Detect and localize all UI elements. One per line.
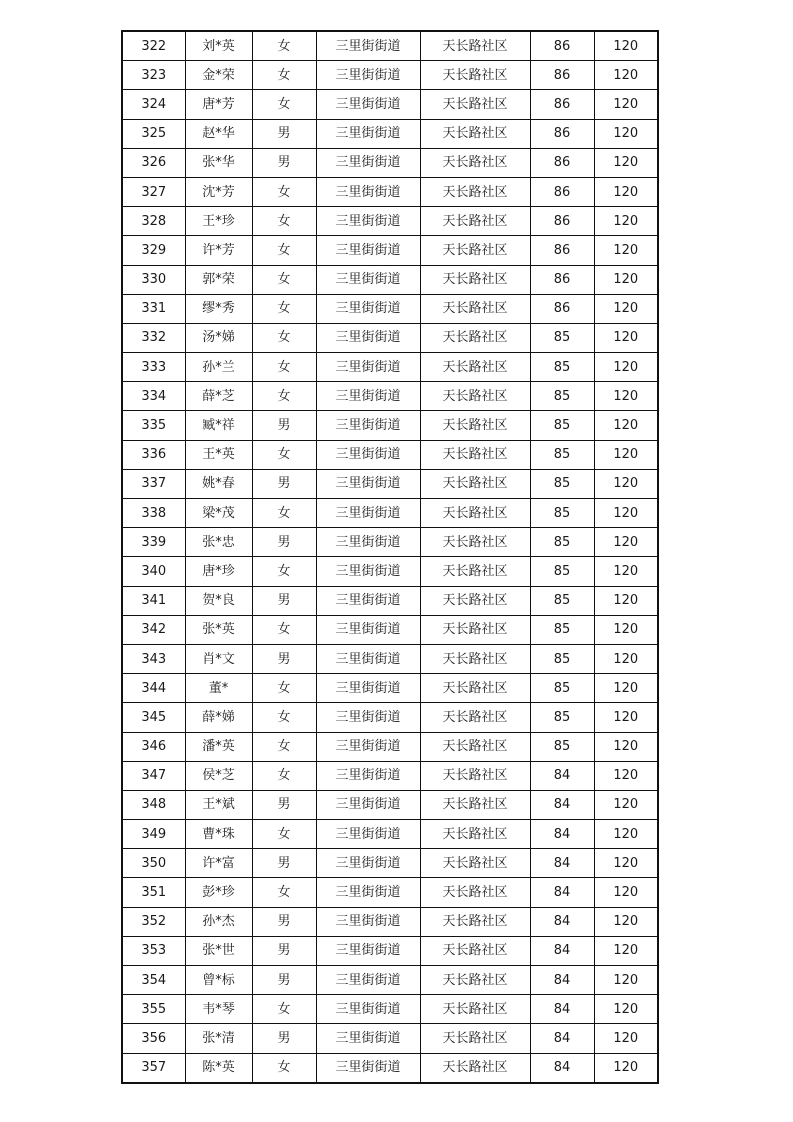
street-cell: 三里街街道 (316, 907, 420, 936)
community-cell: 天长路社区 (420, 703, 530, 732)
score-cell: 85 (530, 586, 594, 615)
table-row (122, 936, 658, 965)
name-cell: 许*富 (185, 849, 252, 878)
name-cell: 许*芳 (185, 236, 252, 265)
community-cell: 天长路社区 (420, 265, 530, 294)
amount-cell: 120 (594, 440, 658, 469)
community-cell: 天长路社区 (420, 31, 530, 61)
amount-cell: 120 (594, 528, 658, 557)
street-cell: 三里街街道 (316, 440, 420, 469)
gender-cell: 女 (252, 323, 316, 352)
score-cell: 85 (530, 499, 594, 528)
amount-cell: 120 (594, 177, 658, 206)
name-cell: 汤*娣 (185, 323, 252, 352)
row-number-cell: 329 (122, 236, 185, 265)
name-cell: 贺*良 (185, 586, 252, 615)
row-number-cell: 354 (122, 966, 185, 995)
gender-cell: 女 (252, 1053, 316, 1083)
street-cell: 三里街街道 (316, 761, 420, 790)
score-cell: 85 (530, 615, 594, 644)
gender-cell: 女 (252, 557, 316, 586)
table-row (122, 849, 658, 878)
community-cell: 天长路社区 (420, 878, 530, 907)
score-cell: 84 (530, 907, 594, 936)
street-cell: 三里街街道 (316, 1053, 420, 1083)
community-cell: 天长路社区 (420, 907, 530, 936)
amount-cell: 120 (594, 148, 658, 177)
score-cell: 86 (530, 148, 594, 177)
community-cell: 天长路社区 (420, 61, 530, 90)
row-number-cell: 330 (122, 265, 185, 294)
name-cell: 赵*华 (185, 119, 252, 148)
table-row (122, 236, 658, 265)
amount-cell: 120 (594, 61, 658, 90)
score-cell: 86 (530, 119, 594, 148)
amount-cell: 120 (594, 294, 658, 323)
name-cell: 王*英 (185, 440, 252, 469)
street-cell: 三里街街道 (316, 586, 420, 615)
table-row (122, 966, 658, 995)
name-cell: 孙*兰 (185, 353, 252, 382)
gender-cell: 男 (252, 790, 316, 819)
community-cell: 天长路社区 (420, 790, 530, 819)
gender-cell: 女 (252, 31, 316, 61)
gender-cell: 女 (252, 732, 316, 761)
street-cell: 三里街街道 (316, 236, 420, 265)
score-cell: 86 (530, 177, 594, 206)
row-number-cell: 336 (122, 440, 185, 469)
name-cell: 曾*标 (185, 966, 252, 995)
name-cell: 金*荣 (185, 61, 252, 90)
amount-cell: 120 (594, 207, 658, 236)
community-cell: 天长路社区 (420, 177, 530, 206)
row-number-cell: 356 (122, 1024, 185, 1053)
row-number-cell: 349 (122, 820, 185, 849)
community-cell: 天长路社区 (420, 966, 530, 995)
street-cell: 三里街街道 (316, 732, 420, 761)
row-number-cell: 352 (122, 907, 185, 936)
gender-cell: 女 (252, 761, 316, 790)
score-cell: 85 (530, 323, 594, 352)
row-number-cell: 347 (122, 761, 185, 790)
row-number-cell: 323 (122, 61, 185, 90)
amount-cell: 120 (594, 790, 658, 819)
gender-cell: 男 (252, 119, 316, 148)
community-cell: 天长路社区 (420, 207, 530, 236)
community-cell: 天长路社区 (420, 440, 530, 469)
name-cell: 张*世 (185, 936, 252, 965)
score-cell: 84 (530, 936, 594, 965)
community-cell: 天长路社区 (420, 499, 530, 528)
name-cell: 彭*珍 (185, 878, 252, 907)
community-cell: 天长路社区 (420, 411, 530, 440)
row-number-cell: 341 (122, 586, 185, 615)
street-cell: 三里街街道 (316, 353, 420, 382)
row-number-cell: 333 (122, 353, 185, 382)
street-cell: 三里街街道 (316, 382, 420, 411)
gender-cell: 女 (252, 703, 316, 732)
amount-cell: 120 (594, 674, 658, 703)
street-cell: 三里街街道 (316, 557, 420, 586)
score-cell: 84 (530, 820, 594, 849)
score-cell: 85 (530, 557, 594, 586)
table-row (122, 90, 658, 119)
score-cell: 86 (530, 90, 594, 119)
gender-cell: 女 (252, 995, 316, 1024)
table-row (122, 148, 658, 177)
street-cell: 三里街街道 (316, 411, 420, 440)
street-cell: 三里街街道 (316, 207, 420, 236)
street-cell: 三里街街道 (316, 1024, 420, 1053)
street-cell: 三里街街道 (316, 790, 420, 819)
community-cell: 天长路社区 (420, 615, 530, 644)
name-cell: 臧*祥 (185, 411, 252, 440)
gender-cell: 女 (252, 440, 316, 469)
gender-cell: 男 (252, 148, 316, 177)
community-cell: 天长路社区 (420, 148, 530, 177)
row-number-cell: 337 (122, 469, 185, 498)
row-number-cell: 342 (122, 615, 185, 644)
amount-cell: 120 (594, 353, 658, 382)
table-row (122, 323, 658, 352)
street-cell: 三里街街道 (316, 119, 420, 148)
table-row (122, 294, 658, 323)
roster-table (121, 30, 659, 1084)
row-number-cell: 348 (122, 790, 185, 819)
street-cell: 三里街街道 (316, 995, 420, 1024)
score-cell: 84 (530, 966, 594, 995)
amount-cell: 120 (594, 849, 658, 878)
table-row (122, 820, 658, 849)
community-cell: 天长路社区 (420, 586, 530, 615)
score-cell: 85 (530, 528, 594, 557)
table-row (122, 557, 658, 586)
name-cell: 张*忠 (185, 528, 252, 557)
name-cell: 肖*文 (185, 644, 252, 673)
gender-cell: 女 (252, 236, 316, 265)
community-cell: 天长路社区 (420, 936, 530, 965)
amount-cell: 120 (594, 469, 658, 498)
table-row (122, 732, 658, 761)
community-cell: 天长路社区 (420, 90, 530, 119)
table-row (122, 499, 658, 528)
gender-cell: 男 (252, 411, 316, 440)
row-number-cell: 326 (122, 148, 185, 177)
row-number-cell: 345 (122, 703, 185, 732)
community-cell: 天长路社区 (420, 1024, 530, 1053)
amount-cell: 120 (594, 265, 658, 294)
street-cell: 三里街街道 (316, 499, 420, 528)
amount-cell: 120 (594, 878, 658, 907)
score-cell: 85 (530, 469, 594, 498)
street-cell: 三里街街道 (316, 703, 420, 732)
table-row (122, 995, 658, 1024)
street-cell: 三里街街道 (316, 90, 420, 119)
gender-cell: 女 (252, 294, 316, 323)
row-number-cell: 335 (122, 411, 185, 440)
gender-cell: 男 (252, 966, 316, 995)
street-cell: 三里街街道 (316, 177, 420, 206)
amount-cell: 120 (594, 323, 658, 352)
name-cell: 曹*珠 (185, 820, 252, 849)
name-cell: 陈*英 (185, 1053, 252, 1083)
amount-cell: 120 (594, 586, 658, 615)
amount-cell: 120 (594, 1053, 658, 1083)
row-number-cell: 343 (122, 644, 185, 673)
roster-table-body (122, 31, 658, 1083)
community-cell: 天长路社区 (420, 732, 530, 761)
street-cell: 三里街街道 (316, 323, 420, 352)
amount-cell: 120 (594, 995, 658, 1024)
community-cell: 天长路社区 (420, 323, 530, 352)
score-cell: 85 (530, 644, 594, 673)
table-row (122, 31, 658, 61)
amount-cell: 120 (594, 31, 658, 61)
gender-cell: 女 (252, 615, 316, 644)
amount-cell: 120 (594, 936, 658, 965)
amount-cell: 120 (594, 1024, 658, 1053)
amount-cell: 120 (594, 966, 658, 995)
score-cell: 86 (530, 294, 594, 323)
row-number-cell: 340 (122, 557, 185, 586)
street-cell: 三里街街道 (316, 294, 420, 323)
street-cell: 三里街街道 (316, 31, 420, 61)
row-number-cell: 322 (122, 31, 185, 61)
name-cell: 薛*芝 (185, 382, 252, 411)
gender-cell: 女 (252, 674, 316, 703)
name-cell: 薛*娣 (185, 703, 252, 732)
gender-cell: 女 (252, 177, 316, 206)
amount-cell: 120 (594, 907, 658, 936)
table-row (122, 674, 658, 703)
name-cell: 潘*英 (185, 732, 252, 761)
table-row (122, 528, 658, 557)
gender-cell: 男 (252, 1024, 316, 1053)
score-cell: 85 (530, 732, 594, 761)
gender-cell: 男 (252, 528, 316, 557)
gender-cell: 女 (252, 353, 316, 382)
name-cell: 张*清 (185, 1024, 252, 1053)
score-cell: 85 (530, 411, 594, 440)
table-row (122, 119, 658, 148)
gender-cell: 男 (252, 586, 316, 615)
gender-cell: 女 (252, 90, 316, 119)
street-cell: 三里街街道 (316, 528, 420, 557)
table-row (122, 615, 658, 644)
gender-cell: 男 (252, 936, 316, 965)
name-cell: 张*华 (185, 148, 252, 177)
gender-cell: 女 (252, 878, 316, 907)
gender-cell: 女 (252, 61, 316, 90)
amount-cell: 120 (594, 820, 658, 849)
row-number-cell: 351 (122, 878, 185, 907)
amount-cell: 120 (594, 557, 658, 586)
gender-cell: 女 (252, 382, 316, 411)
gender-cell: 男 (252, 849, 316, 878)
row-number-cell: 338 (122, 499, 185, 528)
community-cell: 天长路社区 (420, 674, 530, 703)
table-row (122, 878, 658, 907)
street-cell: 三里街街道 (316, 615, 420, 644)
gender-cell: 男 (252, 907, 316, 936)
table-row (122, 207, 658, 236)
table-row (122, 761, 658, 790)
score-cell: 84 (530, 761, 594, 790)
table-row (122, 790, 658, 819)
gender-cell: 男 (252, 469, 316, 498)
amount-cell: 120 (594, 732, 658, 761)
score-cell: 84 (530, 790, 594, 819)
table-row (122, 907, 658, 936)
score-cell: 86 (530, 61, 594, 90)
community-cell: 天长路社区 (420, 236, 530, 265)
row-number-cell: 339 (122, 528, 185, 557)
amount-cell: 120 (594, 761, 658, 790)
community-cell: 天长路社区 (420, 820, 530, 849)
table-row (122, 1053, 658, 1083)
amount-cell: 120 (594, 90, 658, 119)
row-number-cell: 334 (122, 382, 185, 411)
table-row (122, 353, 658, 382)
score-cell: 86 (530, 265, 594, 294)
row-number-cell: 346 (122, 732, 185, 761)
table-row (122, 177, 658, 206)
name-cell: 刘*英 (185, 31, 252, 61)
name-cell: 董* (185, 674, 252, 703)
name-cell: 唐*珍 (185, 557, 252, 586)
name-cell: 侯*芝 (185, 761, 252, 790)
street-cell: 三里街街道 (316, 936, 420, 965)
score-cell: 85 (530, 382, 594, 411)
community-cell: 天长路社区 (420, 382, 530, 411)
score-cell: 86 (530, 207, 594, 236)
community-cell: 天长路社区 (420, 644, 530, 673)
table-row (122, 586, 658, 615)
community-cell: 天长路社区 (420, 119, 530, 148)
score-cell: 84 (530, 995, 594, 1024)
score-cell: 85 (530, 440, 594, 469)
row-number-cell: 325 (122, 119, 185, 148)
row-number-cell: 331 (122, 294, 185, 323)
community-cell: 天长路社区 (420, 849, 530, 878)
score-cell: 86 (530, 236, 594, 265)
table-row (122, 440, 658, 469)
street-cell: 三里街街道 (316, 644, 420, 673)
row-number-cell: 327 (122, 177, 185, 206)
row-number-cell: 350 (122, 849, 185, 878)
row-number-cell: 357 (122, 1053, 185, 1083)
gender-cell: 男 (252, 644, 316, 673)
community-cell: 天长路社区 (420, 557, 530, 586)
row-number-cell: 344 (122, 674, 185, 703)
score-cell: 84 (530, 1024, 594, 1053)
community-cell: 天长路社区 (420, 1053, 530, 1083)
gender-cell: 女 (252, 265, 316, 294)
street-cell: 三里街街道 (316, 469, 420, 498)
street-cell: 三里街街道 (316, 966, 420, 995)
name-cell: 王*斌 (185, 790, 252, 819)
street-cell: 三里街街道 (316, 265, 420, 294)
name-cell: 张*英 (185, 615, 252, 644)
name-cell: 沈*芳 (185, 177, 252, 206)
score-cell: 85 (530, 674, 594, 703)
score-cell: 86 (530, 31, 594, 61)
community-cell: 天长路社区 (420, 353, 530, 382)
name-cell: 郭*荣 (185, 265, 252, 294)
name-cell: 姚*春 (185, 469, 252, 498)
community-cell: 天长路社区 (420, 469, 530, 498)
row-number-cell: 332 (122, 323, 185, 352)
amount-cell: 120 (594, 119, 658, 148)
amount-cell: 120 (594, 411, 658, 440)
street-cell: 三里街街道 (316, 820, 420, 849)
amount-cell: 120 (594, 382, 658, 411)
amount-cell: 120 (594, 703, 658, 732)
table-row (122, 265, 658, 294)
gender-cell: 女 (252, 499, 316, 528)
street-cell: 三里街街道 (316, 849, 420, 878)
table-row (122, 469, 658, 498)
row-number-cell: 324 (122, 90, 185, 119)
table-row (122, 382, 658, 411)
street-cell: 三里街街道 (316, 878, 420, 907)
score-cell: 85 (530, 353, 594, 382)
street-cell: 三里街街道 (316, 148, 420, 177)
row-number-cell: 328 (122, 207, 185, 236)
table-row (122, 61, 658, 90)
table-row (122, 703, 658, 732)
name-cell: 缪*秀 (185, 294, 252, 323)
name-cell: 唐*芳 (185, 90, 252, 119)
street-cell: 三里街街道 (316, 674, 420, 703)
community-cell: 天长路社区 (420, 995, 530, 1024)
community-cell: 天长路社区 (420, 528, 530, 557)
community-cell: 天长路社区 (420, 761, 530, 790)
score-cell: 84 (530, 849, 594, 878)
amount-cell: 120 (594, 644, 658, 673)
table-row (122, 644, 658, 673)
name-cell: 王*珍 (185, 207, 252, 236)
name-cell: 孙*杰 (185, 907, 252, 936)
street-cell: 三里街街道 (316, 61, 420, 90)
name-cell: 梁*茂 (185, 499, 252, 528)
gender-cell: 女 (252, 820, 316, 849)
score-cell: 84 (530, 1053, 594, 1083)
name-cell: 韦*琴 (185, 995, 252, 1024)
amount-cell: 120 (594, 615, 658, 644)
gender-cell: 女 (252, 207, 316, 236)
row-number-cell: 355 (122, 995, 185, 1024)
table-row (122, 1024, 658, 1053)
score-cell: 85 (530, 703, 594, 732)
amount-cell: 120 (594, 499, 658, 528)
table-row (122, 411, 658, 440)
community-cell: 天长路社区 (420, 294, 530, 323)
amount-cell: 120 (594, 236, 658, 265)
row-number-cell: 353 (122, 936, 185, 965)
score-cell: 84 (530, 878, 594, 907)
